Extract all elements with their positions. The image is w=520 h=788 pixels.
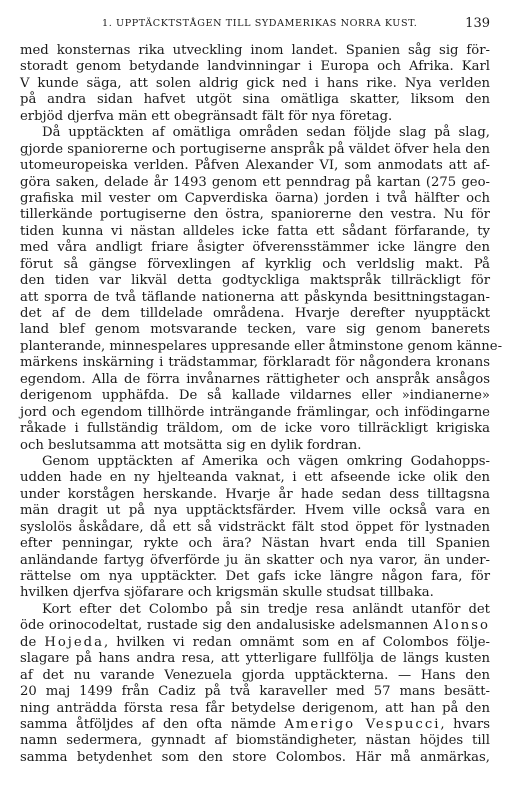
text-line: jord och egendom tillhörde inträngande främlingar, och infödingarne: [20, 404, 490, 420]
text-line: tiden kunna vi nästan alldeles icke fatta ett sådant förfarande, ty: [20, 223, 490, 239]
text-line: rättelse om nya upptäckter. Det gafs icke längre någon fara, för: [20, 569, 490, 584]
text-line: gjorde spaniorerne och portugiserne anspråk på väldet öfver hela den: [20, 141, 490, 157]
text-line: och beslutsamma att motsätta sig en dylik fordran.: [20, 437, 362, 453]
text-line: med våra andligt friare åsigter öfverensstämmer icke längre den: [20, 240, 490, 256]
spaced-name: Alonso: [433, 618, 490, 634]
text-line: slagare på hans andra resa, att ytterligare fullfölja de längs kusten: [20, 651, 490, 667]
spaced-name: Amerigo Vespucci: [284, 716, 441, 732]
text-line: märkens inskärning i trädstammar, förklaradt för någondera kronans: [20, 355, 490, 371]
text-line: Genom upptäckten af Amerika och vägen omkring Godahopps-: [42, 453, 490, 469]
text-line: egendom. Alla de förra invånarnes rättigheter och anspråk ansågos: [20, 371, 490, 387]
text-line: storadt genom betydande landvinningar i Europa och Afrika. Karl: [20, 59, 490, 75]
spaced-name: Hojeda: [44, 634, 104, 650]
text-line: 20 maj 1499 från Cadiz på två karaveller med 57 mans besätt-: [20, 684, 490, 700]
text-line: under korstågen herskande. Hvarje år hade sedan dess tilltagsna: [20, 486, 490, 502]
text-line: udden hade en ny hjelteanda vaknat, i ett afseende icke olik den: [20, 470, 490, 486]
text-line: hvilken djerfva sjöfarare och krigsmän skulle studsat tillbaka.: [20, 585, 434, 601]
text-line: af det nu varande Venezuela gjorda upptäckterna. — Hans den: [20, 667, 490, 683]
chapter-title: 1. UPPTÄCKTSTÅGEN TILL SYDAMERIKAS NORRA KUST.: [102, 18, 418, 29]
text-line: det af de dem tilldelade områdena. Hvarje derefter nyupptäckt: [20, 306, 490, 321]
text-line: grafiska mil vester om Capverdiska öarna) jorden i två hälfter och: [20, 190, 490, 206]
text-line: med konsternas rika utveckling inom landet. Spanien såg sig för-: [20, 43, 490, 58]
text-line: utomeuropeiska verlden. Påfven Alexander VI, som anmodats att af-: [20, 158, 490, 174]
text-line: erbjöd djerfva män ett obegränsadt fält för nya företag.: [20, 108, 393, 124]
text-line: efter penningar, rykte och ära? Nästan hvart enda till Spanien: [20, 536, 490, 552]
text-line: de Hojeda, hvilken vi redan omnämt som en af Colombos följe-: [20, 634, 490, 650]
text-line: samma åtföljdes af den ofta nämde Amerigo Vespucci, hvars: [20, 716, 490, 732]
page-number: 139: [465, 16, 490, 31]
text-line: på andra sidan hafvet utgöt sina omätliga skatter, liksom den: [20, 92, 490, 108]
body-text: [20, 43, 503, 766]
text-line: V kunde säga, att solen aldrig gick ned i hans rike. Nya verlden: [20, 75, 490, 91]
text-line: öde orinocodeltat, rustade sig den andalusiske adelsmannen Alonso: [20, 618, 490, 634]
text-line: samma betydenhet som den store Colombos. Här må anmärkas,: [20, 749, 490, 765]
text-line: män dragit ut på nya upptäcktsfärder. Hvem ville också vara en: [20, 503, 490, 519]
running-header: [20, 16, 490, 34]
text-line: förut så gängse förvexlingen af kyrklig och verldslig makt. På: [20, 256, 490, 272]
text-line: den tiden var likväl detta godtyckliga maktspråk tillräckligt för: [20, 273, 490, 289]
text-line: syslolös åskådare, då ett så vidsträckt fält stod öppet för lystnaden: [20, 519, 490, 535]
text-line: att sporra de två täflande nationerna att påskynda besittningstagan-: [20, 289, 490, 305]
text-line: råkade i fullständig träldom, om de icke voro tillräckligt krigiska: [20, 421, 490, 437]
text-line: derigenom upphäfda. De så kallade vildarnes eller »indianerne»: [20, 388, 490, 404]
text-line: land blef genom motsvarande tecken, vare sig genom banerets: [20, 322, 490, 338]
text-line: namn sedermera, gynnadt af biomständigheter, nästan höjdes till: [20, 733, 490, 749]
text-line: planterande, minnespelares uppresande eller åtminstone genom känne-: [20, 338, 503, 354]
text-line: Då upptäckten af omätliga områden sedan följde slag på slag,: [42, 125, 490, 141]
text-line: Kort efter det Colombo på sin tredje resa anländt utanför det: [42, 601, 490, 617]
text-line: anländande fartyg öfverförde ju än skatter och nya varor, än under-: [20, 552, 490, 568]
text-line: ning anträdda första resa får betydelse derigenom, att han på den: [20, 700, 490, 716]
text-line: göra saken, delade år 1493 genom ett penndrag på kartan (275 geo-: [20, 174, 490, 190]
text-line: tillerkände portugiserne den östra, spaniorerne den vestra. Nu för: [20, 207, 490, 223]
